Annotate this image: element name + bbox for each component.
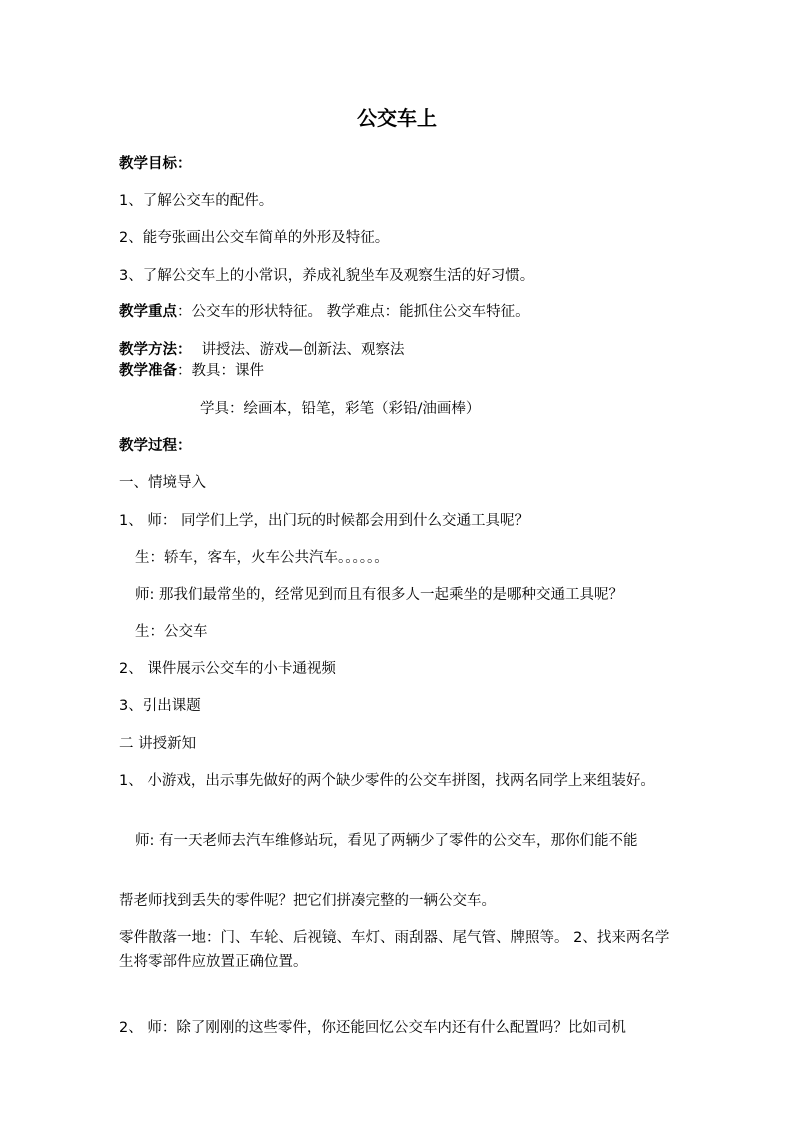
section-2-heading: 二 讲授新知 bbox=[119, 736, 197, 752]
goals-heading: 教学目标： bbox=[119, 156, 192, 172]
section-1-item-3: 3、引出课题 bbox=[119, 698, 201, 714]
prep-text: ：教具：课件 bbox=[177, 363, 264, 379]
key-points-text: ：公交车的形状特征。 教学难点：能抓住公交车特征。 bbox=[177, 304, 530, 320]
goal-item-1: 1、了解公交车的配件。 bbox=[119, 193, 274, 209]
section-1-student-answer-1: 生：轿车，客车，火车公共汽车。。。。。。 bbox=[135, 550, 389, 566]
page-title: 公交车上 bbox=[357, 106, 437, 130]
goal-item-2: 2、能夸张画出公交车简单的外形及特征。 bbox=[119, 230, 390, 246]
section-1-item-2: 2、 课件展示公交车的小卡通视频 bbox=[119, 661, 336, 677]
method-text: 讲授法、游戏—创新法、观察法 bbox=[201, 342, 405, 358]
process-heading: 教学过程： bbox=[119, 438, 192, 454]
prep-student-line: 学具：绘画本，铅笔，彩笔（彩铅/油画棒） bbox=[200, 401, 481, 417]
goal-item-3: 3、了解公交车上的小常识，养成礼貌坐车及观察生活的好习惯。 bbox=[119, 268, 535, 284]
section-1-teacher-line: 师: 那我们最常坐的，经常见到而且有很多人一起乘坐的是哪种交通工具呢？ bbox=[135, 587, 623, 603]
section-2-parts-line: 零件散落一地：门、车轮、后视镜、车灯、雨刮器、尾气管、牌照等。 2、找来两名学生将零部件应放置正确位置。 bbox=[119, 930, 670, 970]
section-1-heading: 一、情境导入 bbox=[119, 475, 206, 491]
key-points-line bbox=[119, 300, 677, 324]
method-label: 教学方法： bbox=[119, 342, 192, 358]
prep-line bbox=[119, 359, 677, 383]
section-1-item-1: 1、 师： 同学们上学，出门玩的时候都会用到什么交通工具呢？ bbox=[119, 513, 529, 529]
section-2-item-1: 1、 小游戏，出示事先做好的两个缺少零件的公交车拼图，找两名同学上来组装好。 bbox=[119, 773, 655, 789]
section-2-teacher-line: 师: 有一天老师去汽车维修站玩，看见了两辆少了零件的公交车，那你们能不能 bbox=[135, 833, 638, 849]
key-points-label: 教学重点 bbox=[119, 304, 177, 320]
section-1-student-answer-2: 生：公交车 bbox=[135, 624, 208, 640]
prep-label: 教学准备 bbox=[119, 363, 177, 379]
section-2-item-2: 2、 师：除了刚刚的这些零件，你还能回忆公交车内还有什么配置吗？比如司机 bbox=[119, 1020, 626, 1036]
section-2-teacher-line-cont: 帮老师找到丢失的零件呢？把它们拼凑完整的一辆公交车。 bbox=[119, 893, 496, 909]
